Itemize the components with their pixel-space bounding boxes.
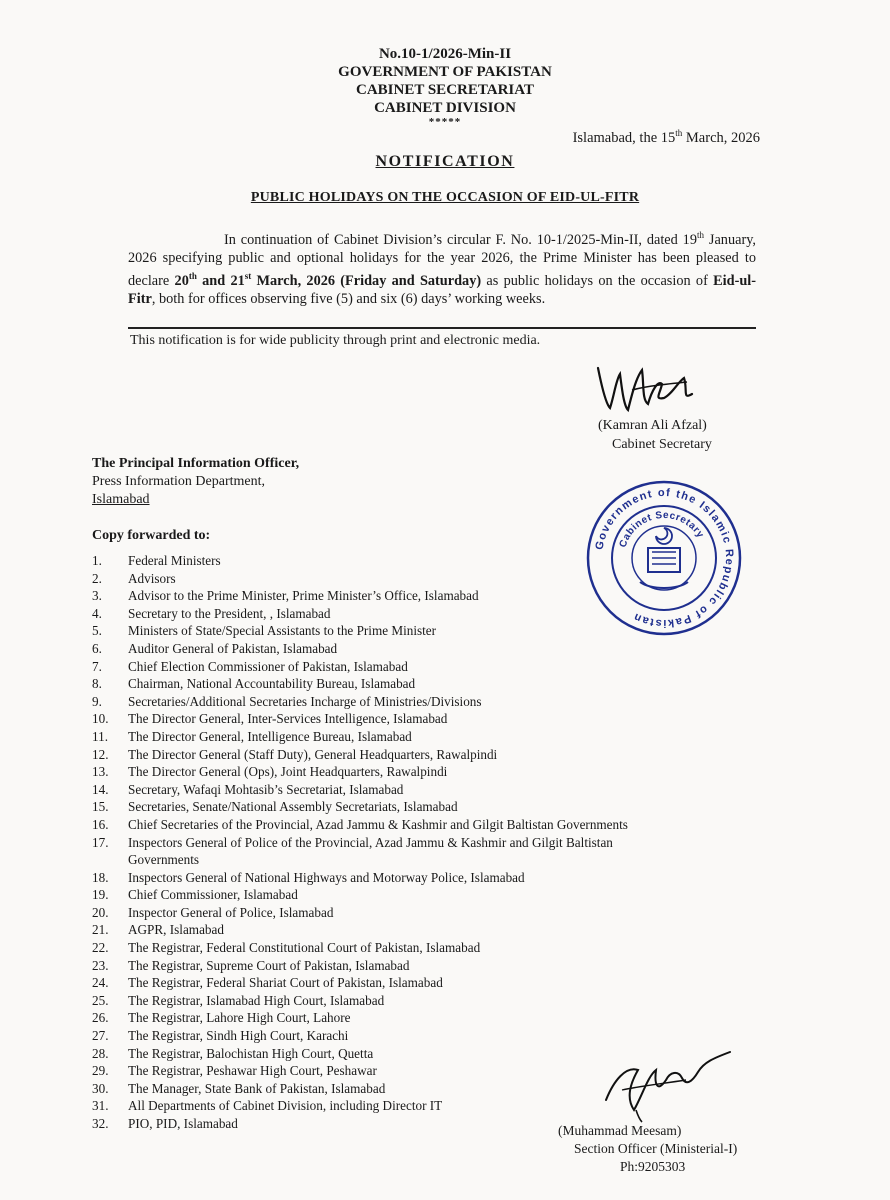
subject-line: PUBLIC HOLIDAYS ON THE OCCASION OF EID-UL-FITR [250,190,640,205]
copy-list-item [92,798,652,816]
copy-list-item [92,1045,652,1063]
publicity-note: This notification is for wide publicity through print and electronic media. [130,333,541,348]
copy-list-text: The Director General (Staff Duty), General Headquarters, Rawalpindi [128,746,498,762]
copy-list-text: Inspectors General of Police of the Provincial, Azad Jammu & Kashmir and Gilgit Baltistan Governments [128,834,613,868]
copy-list-item [92,869,652,887]
copy-list-number: 7. [92,658,102,674]
copy-list-item [92,992,652,1010]
addressee-block [92,455,299,509]
copy-list-number: 26. [92,1010,109,1026]
copy-list-text: The Registrar, Lahore High Court, Lahore [128,1010,351,1026]
copy-list-item [92,728,652,746]
copy-list-text: PIO, PID, Islamabad [128,1116,238,1131]
copy-list-text: The Director General (Ops), Joint Headquarters, Rawalpindi [128,764,448,780]
copy-list-text: Secretaries/Additional Secretaries Incharge of Ministries/Divisions [128,693,482,709]
cabinet-secretary-signature [592,360,702,420]
copy-list-number: 25. [92,992,109,1008]
cabinet-secretary-seal [584,478,744,638]
copy-list-text: The Registrar, Federal Constitutional Court of Pakistan, Islamabad [128,940,481,956]
signatory1-title: Cabinet Secretary [612,437,712,452]
copy-list-item [92,622,652,640]
addressee-line2: Press Information Department, [92,474,266,489]
copy-list-number: 9. [92,693,102,709]
copy-list-text: Inspectors General of National Highways and Motorway Police, Islamabad [128,869,525,885]
copy-list-item [92,640,652,658]
copy-list-number: 22. [92,940,109,956]
copy-list-text: The Manager, State Bank of Pakistan, Islamabad [128,1080,386,1096]
copy-list-item [92,816,652,834]
copy-list-text: Secretary, Wafaqi Mohtasib’s Secretariat, Islamabad [128,781,404,797]
body-paragraph: In continuation of Cabinet Division’s circular F. No. 10-1/2025-Min-II, dated 19th January, 2026 specifying public and optional holidays for the year 2026, the Prime Minister has been pleased to declare 20th and 21st March, 2026 (Friday and Saturday) as public holidays on the occasion of Eid-ul-Fitr, both for offices observing five (5) and six (6) days’ working weeks. [128,230,757,307]
addressee-line1: The Principal Information Officer, [92,456,300,471]
reference-number: No.10-1/2026-Min-II [378,46,512,62]
copy-list-item [92,1009,652,1027]
copy-list-item [92,1027,652,1045]
copy-list-text: The Registrar, Supreme Court of Pakistan, Islamabad [128,957,410,973]
copy-list-number: 30. [92,1080,109,1096]
copy-list-text: The Registrar, Balochistan High Court, Quetta [128,1045,374,1061]
government-name: GOVERNMENT OF PAKISTAN [338,64,552,80]
copy-list-number: 4. [92,605,102,621]
copy-list-number: 14. [92,781,109,797]
copy-list-item [92,921,652,939]
copy-list-number: 1. [92,553,102,568]
copy-list-item [92,587,652,605]
copy-list-text: Advisor to the Prime Minister, Prime Minister’s Office, Islamabad [128,588,479,604]
copy-list-number: 29. [92,1063,109,1079]
copy-list-number: 3. [92,588,102,604]
signatory1-name: (Kamran Ali Afzal) [598,418,707,433]
copy-list-text: Chief Secretaries of the Provincial, Azad Jammu & Kashmir and Gilgit Baltistan Governments [128,816,628,832]
copy-list-text: Chief Election Commissioner of Pakistan, Islamabad [128,658,408,674]
copy-list-text: Chairman, National Accountability Bureau, Islamabad [128,676,416,692]
copy-list-text: Federal Ministers [128,553,221,568]
copy-list-text: Ministers of State/Special Assistants to the Prime Minister [128,623,437,639]
copy-list-number: 23. [92,957,109,973]
copy-list-number: 11. [92,728,108,744]
copy-list-item [92,957,652,975]
copy-list-item [92,552,652,570]
copy-list-item [92,746,652,764]
copy-list-text: The Registrar, Peshawar High Court, Peshawar [128,1063,377,1079]
copy-list-text: Secretary to the President, , Islamabad [128,605,331,621]
seal-inner-text: Cabinet Secretary [617,509,706,550]
copy-list-item [92,904,652,922]
copy-list-number: 18. [92,869,109,885]
copy-list-number: 6. [92,640,102,656]
copy-list-text: The Director General, Inter-Services Intelligence, Islamabad [128,711,448,727]
copy-list-item [92,570,652,588]
header-stars: ***** [428,116,462,128]
copy-list-number: 8. [92,676,102,692]
copy-list-text: The Registrar, Sindh High Court, Karachi [128,1028,349,1044]
copy-list-number: 24. [92,975,109,991]
copy-list-item [92,658,652,676]
copy-list-item [92,974,652,992]
copy-list-text: Inspector General of Police, Islamabad [128,904,334,920]
copy-list [92,552,652,1133]
copy-list-item [92,710,652,728]
copy-list-number: 20. [92,904,109,920]
copy-list-item [92,939,652,957]
copy-list-number: 19. [92,887,109,903]
copy-list-text: Chief Commissioner, Islamabad [128,887,298,903]
copy-list-number: 2. [92,570,102,586]
signatory2-name: (Muhammad Meesam) [558,1123,682,1138]
copy-list-item [92,675,652,693]
copy-list-number: 15. [92,799,109,815]
copy-list-text: Advisors [128,570,176,586]
copy-list-item [92,763,652,781]
section-officer-signature [596,1040,746,1124]
copy-list-text: The Director General, Intelligence Bureau, Islamabad [128,728,412,744]
copy-list-text: The Registrar, Federal Shariat Court of Pakistan, Islamabad [128,975,443,991]
copy-list-text: AGPR, Islamabad [128,922,224,938]
copy-forwarded-label: Copy forwarded to: [92,528,211,543]
copy-list-text: The Registrar, Islamabad High Court, Islamabad [128,992,385,1008]
notification-title: NOTIFICATION [375,153,515,170]
copy-list-number: 32. [92,1116,109,1131]
letterhead [0,45,890,127]
date-line: Islamabad, the 15th March, 2026 [572,128,760,146]
copy-list-number: 17. [92,834,109,850]
copy-list-item [92,886,652,904]
copy-list-number: 21. [92,922,109,938]
copy-list-item [92,781,652,799]
secretariat-name: CABINET SECRETARIAT [356,82,534,98]
copy-list-number: 12. [92,746,109,762]
copy-list-item [92,834,652,869]
copy-list-item [92,1097,652,1115]
addressee-line3: Islamabad [92,492,150,507]
division-name: CABINET DIVISION [374,100,516,116]
signatory2-phone: Ph:9205303 [620,1159,686,1174]
copy-list-item [92,1080,652,1098]
signatory2-title: Section Officer (Ministerial-I) [574,1141,738,1156]
seal-outer-text: Government of the Islamic Republic of Pakistan [593,486,736,630]
copy-list-text: Auditor General of Pakistan, Islamabad [128,640,338,656]
copy-list-number: 13. [92,764,109,780]
copy-list-item [92,605,652,623]
copy-list-number: 28. [92,1045,109,1061]
copy-list-text: All Departments of Cabinet Division, including Director IT [128,1098,443,1114]
copy-list-text: Secretaries, Senate/National Assembly Secretariats, Islamabad [128,799,458,815]
copy-list-item [92,693,652,711]
copy-list-number: 16. [92,816,109,832]
divider-rule [128,327,756,329]
copy-list-number: 27. [92,1028,109,1044]
copy-list-number: 5. [92,623,102,639]
copy-list-item [92,1062,652,1080]
copy-list-number: 10. [92,711,109,727]
copy-list-number: 31. [92,1098,109,1114]
